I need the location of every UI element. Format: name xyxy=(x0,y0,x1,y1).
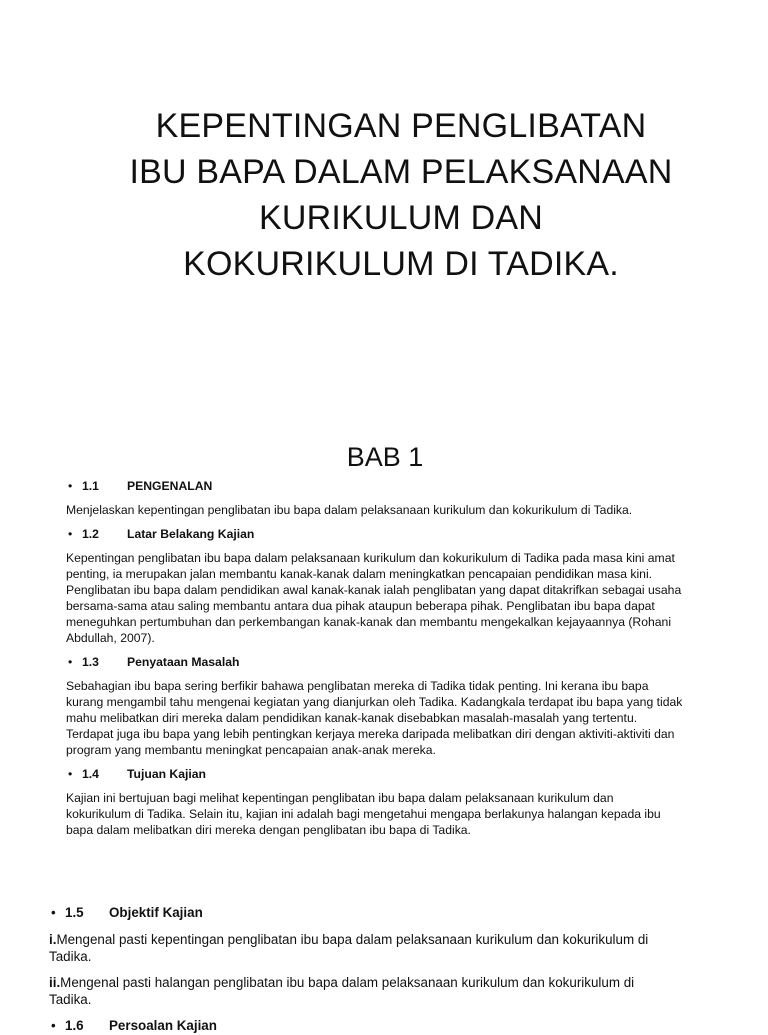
section-heading-1-4 xyxy=(66,766,736,782)
body-line: Sebahagian ibu bapa sering berfikir bahawa penglibatan mereka di Tadika tidak penting. Ini kerana ibu bapa xyxy=(66,679,649,693)
body-line: Tadika. xyxy=(49,992,92,1007)
body-line: bapa dalam melibatkan diri mereka dengan penglibatan ibu bapa di Tadika. xyxy=(66,823,471,837)
body-line: penting, ia merupakan jalan membantu kanak-kanak dalam meningkatkan pencapaian pendidikan masa kini. xyxy=(66,567,653,581)
body-line: Abdullah, 2007). xyxy=(66,631,155,645)
title-line-1: KEPENTINGAN PENGLIBATAN xyxy=(155,107,647,145)
objective-label: i. xyxy=(49,932,57,947)
title-line-2: IBU BAPA DALAM PELAKSANAAN xyxy=(129,153,673,191)
section-body-1-3 xyxy=(66,678,736,758)
section-title: Persoalan Kajian xyxy=(109,1018,217,1033)
body-line: Menjelaskan kepentingan penglibatan ibu bapa dalam pelaksanaan kurikulum dan kokurikulum di Tadika. xyxy=(66,503,633,517)
section-title: Objektif Kajian xyxy=(109,905,203,920)
body-line: kurang mengambil tahu mengenai kegiatan yang dianjurkan oleh Tadika. Kadangkala terdapat ibu bapa yang tidak xyxy=(66,695,683,709)
body-line: Penglibatan ibu bapa dalam pendidikan awal kanak-kanak ialah penglibatan yang dapat ditakrifkan sebagai usaha xyxy=(66,583,682,597)
body-line: program yang membantu meningkat pencapaian anak-anak mereka. xyxy=(66,743,436,757)
section-heading-1-2 xyxy=(66,526,736,542)
body-line xyxy=(49,974,739,991)
title-line-4: KOKURIKULUM DI TADIKA. xyxy=(183,245,619,283)
bullet-icon: • xyxy=(51,905,56,920)
body-line: bersama-sama atau saling membantu antara dua pihak ataupun beberapa pihak. Penglibatan ibu bapa dapat xyxy=(66,599,655,613)
body-line: kokurikulum di Tadika. Selain itu, kajian ini adalah bagi mengetahui mengapa berlakunya halangan kepada ibu xyxy=(66,807,661,821)
document-title xyxy=(0,103,768,287)
bullet-icon: • xyxy=(68,767,73,781)
bullet-icon: • xyxy=(68,655,73,669)
section-body-1-2 xyxy=(66,550,736,646)
section-heading-1-6 xyxy=(49,1017,739,1035)
section-body-1-4 xyxy=(66,790,736,838)
objectives-section xyxy=(49,904,739,1035)
section-title: Tujuan Kajian xyxy=(127,767,206,781)
section-title: Penyataan Masalah xyxy=(127,655,240,669)
section-heading-1-5 xyxy=(49,904,739,922)
body-line: meneguhkan pertumbuhan dan perkembangan kanak-kanak dan membantu mengekalkan kejayaannya (Rohani xyxy=(66,615,672,629)
bullet-icon: • xyxy=(68,479,73,493)
body-line: Terdapat juga ibu bapa yang lebih pentingkan kerjaya mereka daripada melibatkan diri dengan aktiviti-aktiviti dan xyxy=(66,727,675,741)
body-line: Tadika. xyxy=(49,949,92,964)
section-number: 1.5 xyxy=(65,905,84,920)
chapter-heading: BAB 1 xyxy=(346,442,424,472)
section-heading-1-3 xyxy=(66,654,736,670)
section-title: Latar Belakang Kajian xyxy=(127,527,255,541)
body-line xyxy=(49,931,739,948)
objective-label: ii. xyxy=(49,975,61,990)
section-number: 1.6 xyxy=(65,1018,84,1033)
section-number: 1.4 xyxy=(82,767,99,781)
body-line: mahu melibatkan diri mereka dalam pendidikan kanak-kanak disebabkan masalah-masalah yang tertentu. xyxy=(66,711,638,725)
bullet-icon: • xyxy=(51,1018,56,1033)
section-number: 1.2 xyxy=(82,527,99,541)
title-line-3: KURIKULUM DAN xyxy=(258,199,544,237)
section-title: PENGENALAN xyxy=(127,479,213,493)
bullet-icon: • xyxy=(68,527,73,541)
objective-text: Mengenal pasti kepentingan penglibatan ibu bapa dalam pelaksanaan kurikulum dan kokurikulum di xyxy=(56,932,649,947)
objective-text: Mengenal pasti halangan penglibatan ibu bapa dalam pelaksanaan kurikulum dan kokurikulum di xyxy=(60,975,635,990)
section-body-1-1 xyxy=(66,502,736,518)
body-line: Kepentingan penglibatan ibu bapa dalam pelaksanaan kurikulum dan kokurikulum di Tadika pada masa kini amat xyxy=(66,551,675,565)
section-number: 1.3 xyxy=(82,655,99,669)
body-line: Kajian ini bertujuan bagi melihat kepentingan penglibatan ibu bapa dalam pelaksanaan kurikulum dan xyxy=(66,791,614,805)
section-heading-1-1 xyxy=(66,478,736,494)
section-number: 1.1 xyxy=(82,479,99,493)
objective-item-2 xyxy=(49,974,739,1008)
objective-item-1 xyxy=(49,931,739,965)
chapter-sections xyxy=(66,478,736,838)
